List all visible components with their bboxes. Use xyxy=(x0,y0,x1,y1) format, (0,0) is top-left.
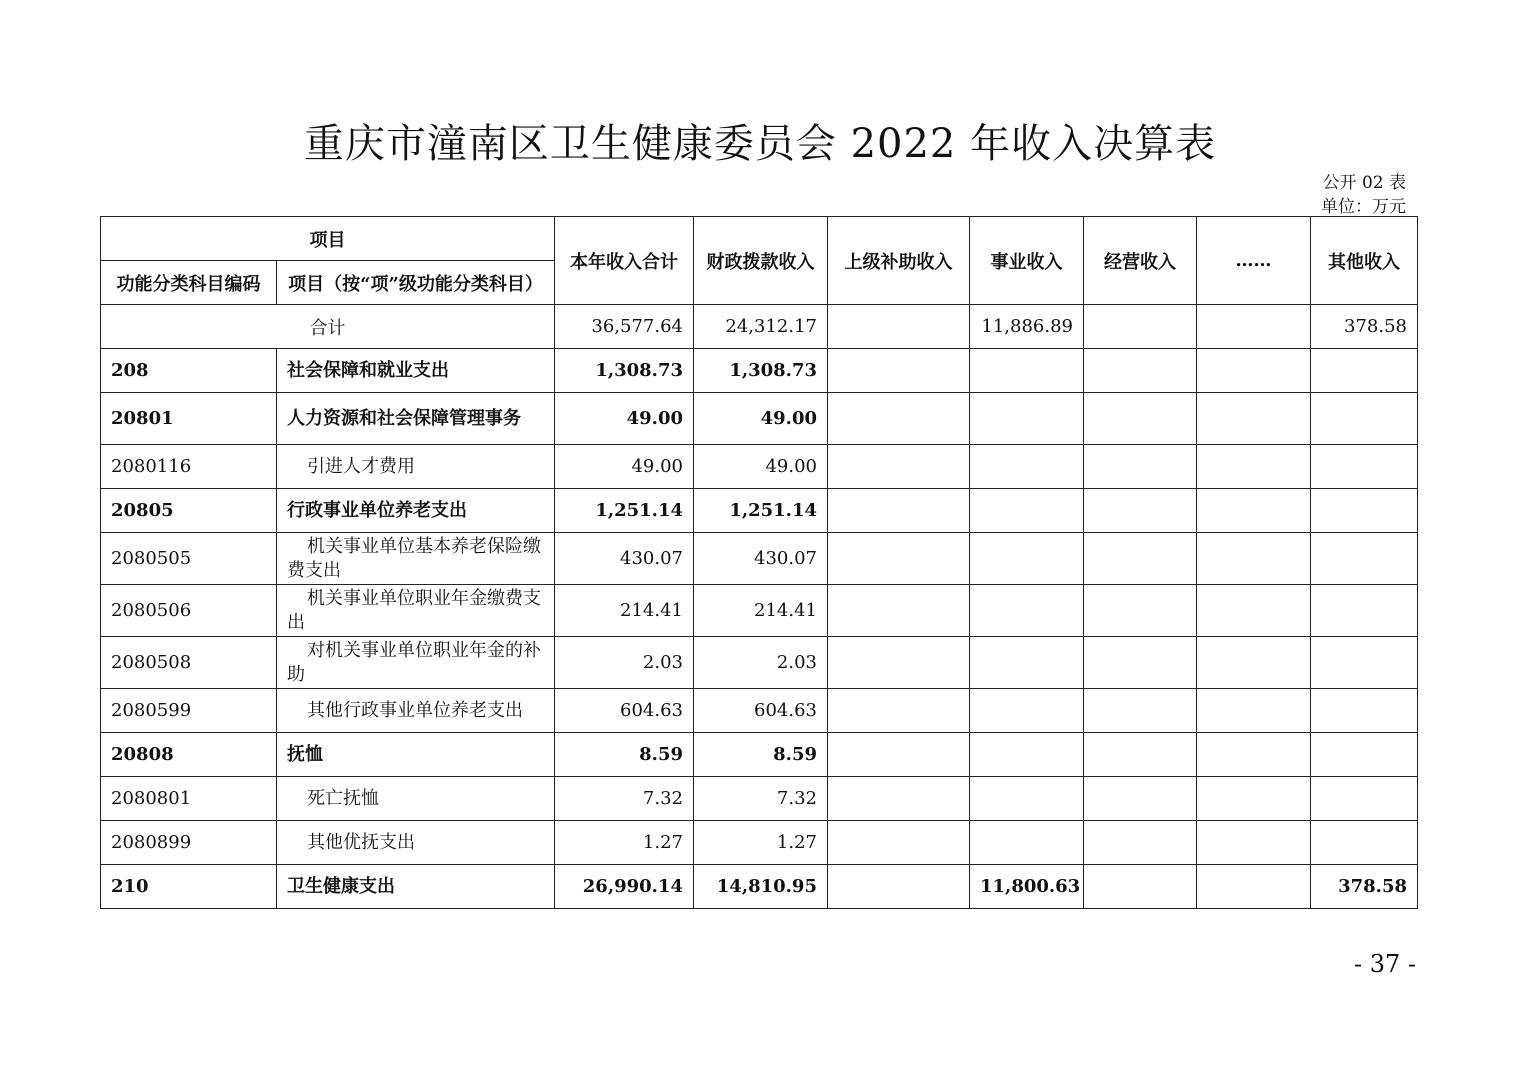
total-sum: 36,577.64 xyxy=(555,305,694,349)
row-other xyxy=(1311,489,1418,533)
header-operating: 经营收入 xyxy=(1084,217,1197,305)
row-fiscal: 49.00 xyxy=(694,445,828,489)
table-row xyxy=(101,533,1418,585)
header-row-1 xyxy=(101,217,1418,261)
row-other xyxy=(1311,733,1418,777)
header-superior: 上级补助收入 xyxy=(828,217,970,305)
row-other: 378.58 xyxy=(1311,865,1418,909)
row-name: 行政事业单位养老支出 xyxy=(277,489,555,533)
row-superior xyxy=(828,393,970,445)
row-total: 7.32 xyxy=(555,777,694,821)
row-superior xyxy=(828,865,970,909)
header-total: 本年收入合计 xyxy=(555,217,694,305)
income-table xyxy=(100,216,1418,909)
row-total: 26,990.14 xyxy=(555,865,694,909)
header-project-name: 项目（按“项”级功能分类科目） xyxy=(277,261,555,305)
row-fiscal: 14,810.95 xyxy=(694,865,828,909)
row-other xyxy=(1311,689,1418,733)
header-code: 功能分类科目编码 xyxy=(101,261,277,305)
row-name: 对机关事业单位职业年金的补助 xyxy=(277,637,555,689)
row-operating xyxy=(1084,489,1197,533)
page-number: - 37 - xyxy=(1353,950,1416,978)
row-superior xyxy=(828,777,970,821)
row-ellipsis xyxy=(1197,585,1311,637)
row-superior xyxy=(828,821,970,865)
row-operating xyxy=(1084,733,1197,777)
row-code: 2080116 xyxy=(101,445,277,489)
row-superior xyxy=(828,533,970,585)
row-other xyxy=(1311,393,1418,445)
row-other xyxy=(1311,533,1418,585)
table-row xyxy=(101,689,1418,733)
row-superior xyxy=(828,637,970,689)
header-business: 事业收入 xyxy=(970,217,1084,305)
table-row xyxy=(101,393,1418,445)
row-superior xyxy=(828,689,970,733)
row-name: 人力资源和社会保障管理事务 xyxy=(277,393,555,445)
row-ellipsis xyxy=(1197,777,1311,821)
row-fiscal: 7.32 xyxy=(694,777,828,821)
row-name: 机关事业单位职业年金缴费支出 xyxy=(277,585,555,637)
header-other: 其他收入 xyxy=(1311,217,1418,305)
row-fiscal: 1.27 xyxy=(694,821,828,865)
row-business xyxy=(970,637,1084,689)
row-superior xyxy=(828,585,970,637)
row-superior xyxy=(828,489,970,533)
row-total: 2.03 xyxy=(555,637,694,689)
row-operating xyxy=(1084,349,1197,393)
row-business xyxy=(970,533,1084,585)
row-name: 其他行政事业单位养老支出 xyxy=(277,689,555,733)
row-business xyxy=(970,733,1084,777)
row-code: 210 xyxy=(101,865,277,909)
row-ellipsis xyxy=(1197,489,1311,533)
row-other xyxy=(1311,637,1418,689)
row-business xyxy=(970,445,1084,489)
row-business xyxy=(970,689,1084,733)
row-business: 11,800.63 xyxy=(970,865,1084,909)
total-ellipsis xyxy=(1197,305,1311,349)
row-business xyxy=(970,585,1084,637)
row-name: 卫生健康支出 xyxy=(277,865,555,909)
table-row xyxy=(101,637,1418,689)
total-label: 合计 xyxy=(101,305,555,349)
row-total: 49.00 xyxy=(555,445,694,489)
row-total: 604.63 xyxy=(555,689,694,733)
row-operating xyxy=(1084,777,1197,821)
row-ellipsis xyxy=(1197,349,1311,393)
row-ellipsis xyxy=(1197,865,1311,909)
row-total: 1.27 xyxy=(555,821,694,865)
row-operating xyxy=(1084,689,1197,733)
row-fiscal: 8.59 xyxy=(694,733,828,777)
row-other xyxy=(1311,585,1418,637)
row-total: 49.00 xyxy=(555,393,694,445)
row-operating xyxy=(1084,821,1197,865)
row-superior xyxy=(828,445,970,489)
row-superior xyxy=(828,733,970,777)
row-name: 社会保障和就业支出 xyxy=(277,349,555,393)
row-ellipsis xyxy=(1197,637,1311,689)
row-total: 214.41 xyxy=(555,585,694,637)
row-name: 抚恤 xyxy=(277,733,555,777)
row-ellipsis xyxy=(1197,393,1311,445)
row-name: 引进人才费用 xyxy=(277,445,555,489)
total-superior xyxy=(828,305,970,349)
row-code: 20808 xyxy=(101,733,277,777)
table-row xyxy=(101,733,1418,777)
row-name: 机关事业单位基本养老保险缴费支出 xyxy=(277,533,555,585)
document-title: 重庆市潼南区卫生健康委员会 2022 年收入决算表 xyxy=(303,121,1217,167)
row-operating xyxy=(1084,585,1197,637)
row-other xyxy=(1311,821,1418,865)
row-total: 1,251.14 xyxy=(555,489,694,533)
row-operating xyxy=(1084,637,1197,689)
table-row xyxy=(101,777,1418,821)
row-fiscal: 604.63 xyxy=(694,689,828,733)
header-ellipsis: …… xyxy=(1197,217,1311,305)
total-row xyxy=(101,305,1418,349)
row-operating xyxy=(1084,533,1197,585)
row-fiscal: 1,251.14 xyxy=(694,489,828,533)
row-business xyxy=(970,393,1084,445)
header-project-group: 项目 xyxy=(101,217,555,261)
row-fiscal: 2.03 xyxy=(694,637,828,689)
table-row xyxy=(101,585,1418,637)
row-code: 20805 xyxy=(101,489,277,533)
row-operating xyxy=(1084,865,1197,909)
row-code: 2080505 xyxy=(101,533,277,585)
header-fiscal: 财政拨款收入 xyxy=(694,217,828,305)
row-fiscal: 214.41 xyxy=(694,585,828,637)
total-fiscal: 24,312.17 xyxy=(694,305,828,349)
row-ellipsis xyxy=(1197,733,1311,777)
table-row xyxy=(101,445,1418,489)
row-code: 208 xyxy=(101,349,277,393)
row-code: 2080899 xyxy=(101,821,277,865)
row-code: 2080508 xyxy=(101,637,277,689)
table-row xyxy=(101,821,1418,865)
row-total: 430.07 xyxy=(555,533,694,585)
row-code: 2080506 xyxy=(101,585,277,637)
unit-label: 单位：万元 xyxy=(1321,197,1406,217)
row-fiscal: 49.00 xyxy=(694,393,828,445)
form-number: 公开 02 表 xyxy=(1322,173,1406,193)
total-other: 378.58 xyxy=(1311,305,1418,349)
total-operating xyxy=(1084,305,1197,349)
row-operating xyxy=(1084,445,1197,489)
table-row xyxy=(101,489,1418,533)
row-business xyxy=(970,349,1084,393)
total-business: 11,886.89 xyxy=(970,305,1084,349)
row-business xyxy=(970,489,1084,533)
row-fiscal: 1,308.73 xyxy=(694,349,828,393)
row-operating xyxy=(1084,393,1197,445)
row-total: 1,308.73 xyxy=(555,349,694,393)
row-other xyxy=(1311,777,1418,821)
table-row xyxy=(101,349,1418,393)
table-row xyxy=(101,865,1418,909)
row-business xyxy=(970,777,1084,821)
row-ellipsis xyxy=(1197,445,1311,489)
row-code: 20801 xyxy=(101,393,277,445)
row-name: 死亡抚恤 xyxy=(277,777,555,821)
row-name: 其他优抚支出 xyxy=(277,821,555,865)
row-ellipsis xyxy=(1197,821,1311,865)
row-superior xyxy=(828,349,970,393)
row-ellipsis xyxy=(1197,533,1311,585)
row-fiscal: 430.07 xyxy=(694,533,828,585)
row-code: 2080599 xyxy=(101,689,277,733)
row-other xyxy=(1311,349,1418,393)
row-code: 2080801 xyxy=(101,777,277,821)
row-other xyxy=(1311,445,1418,489)
row-business xyxy=(970,821,1084,865)
row-ellipsis xyxy=(1197,689,1311,733)
row-total: 8.59 xyxy=(555,733,694,777)
